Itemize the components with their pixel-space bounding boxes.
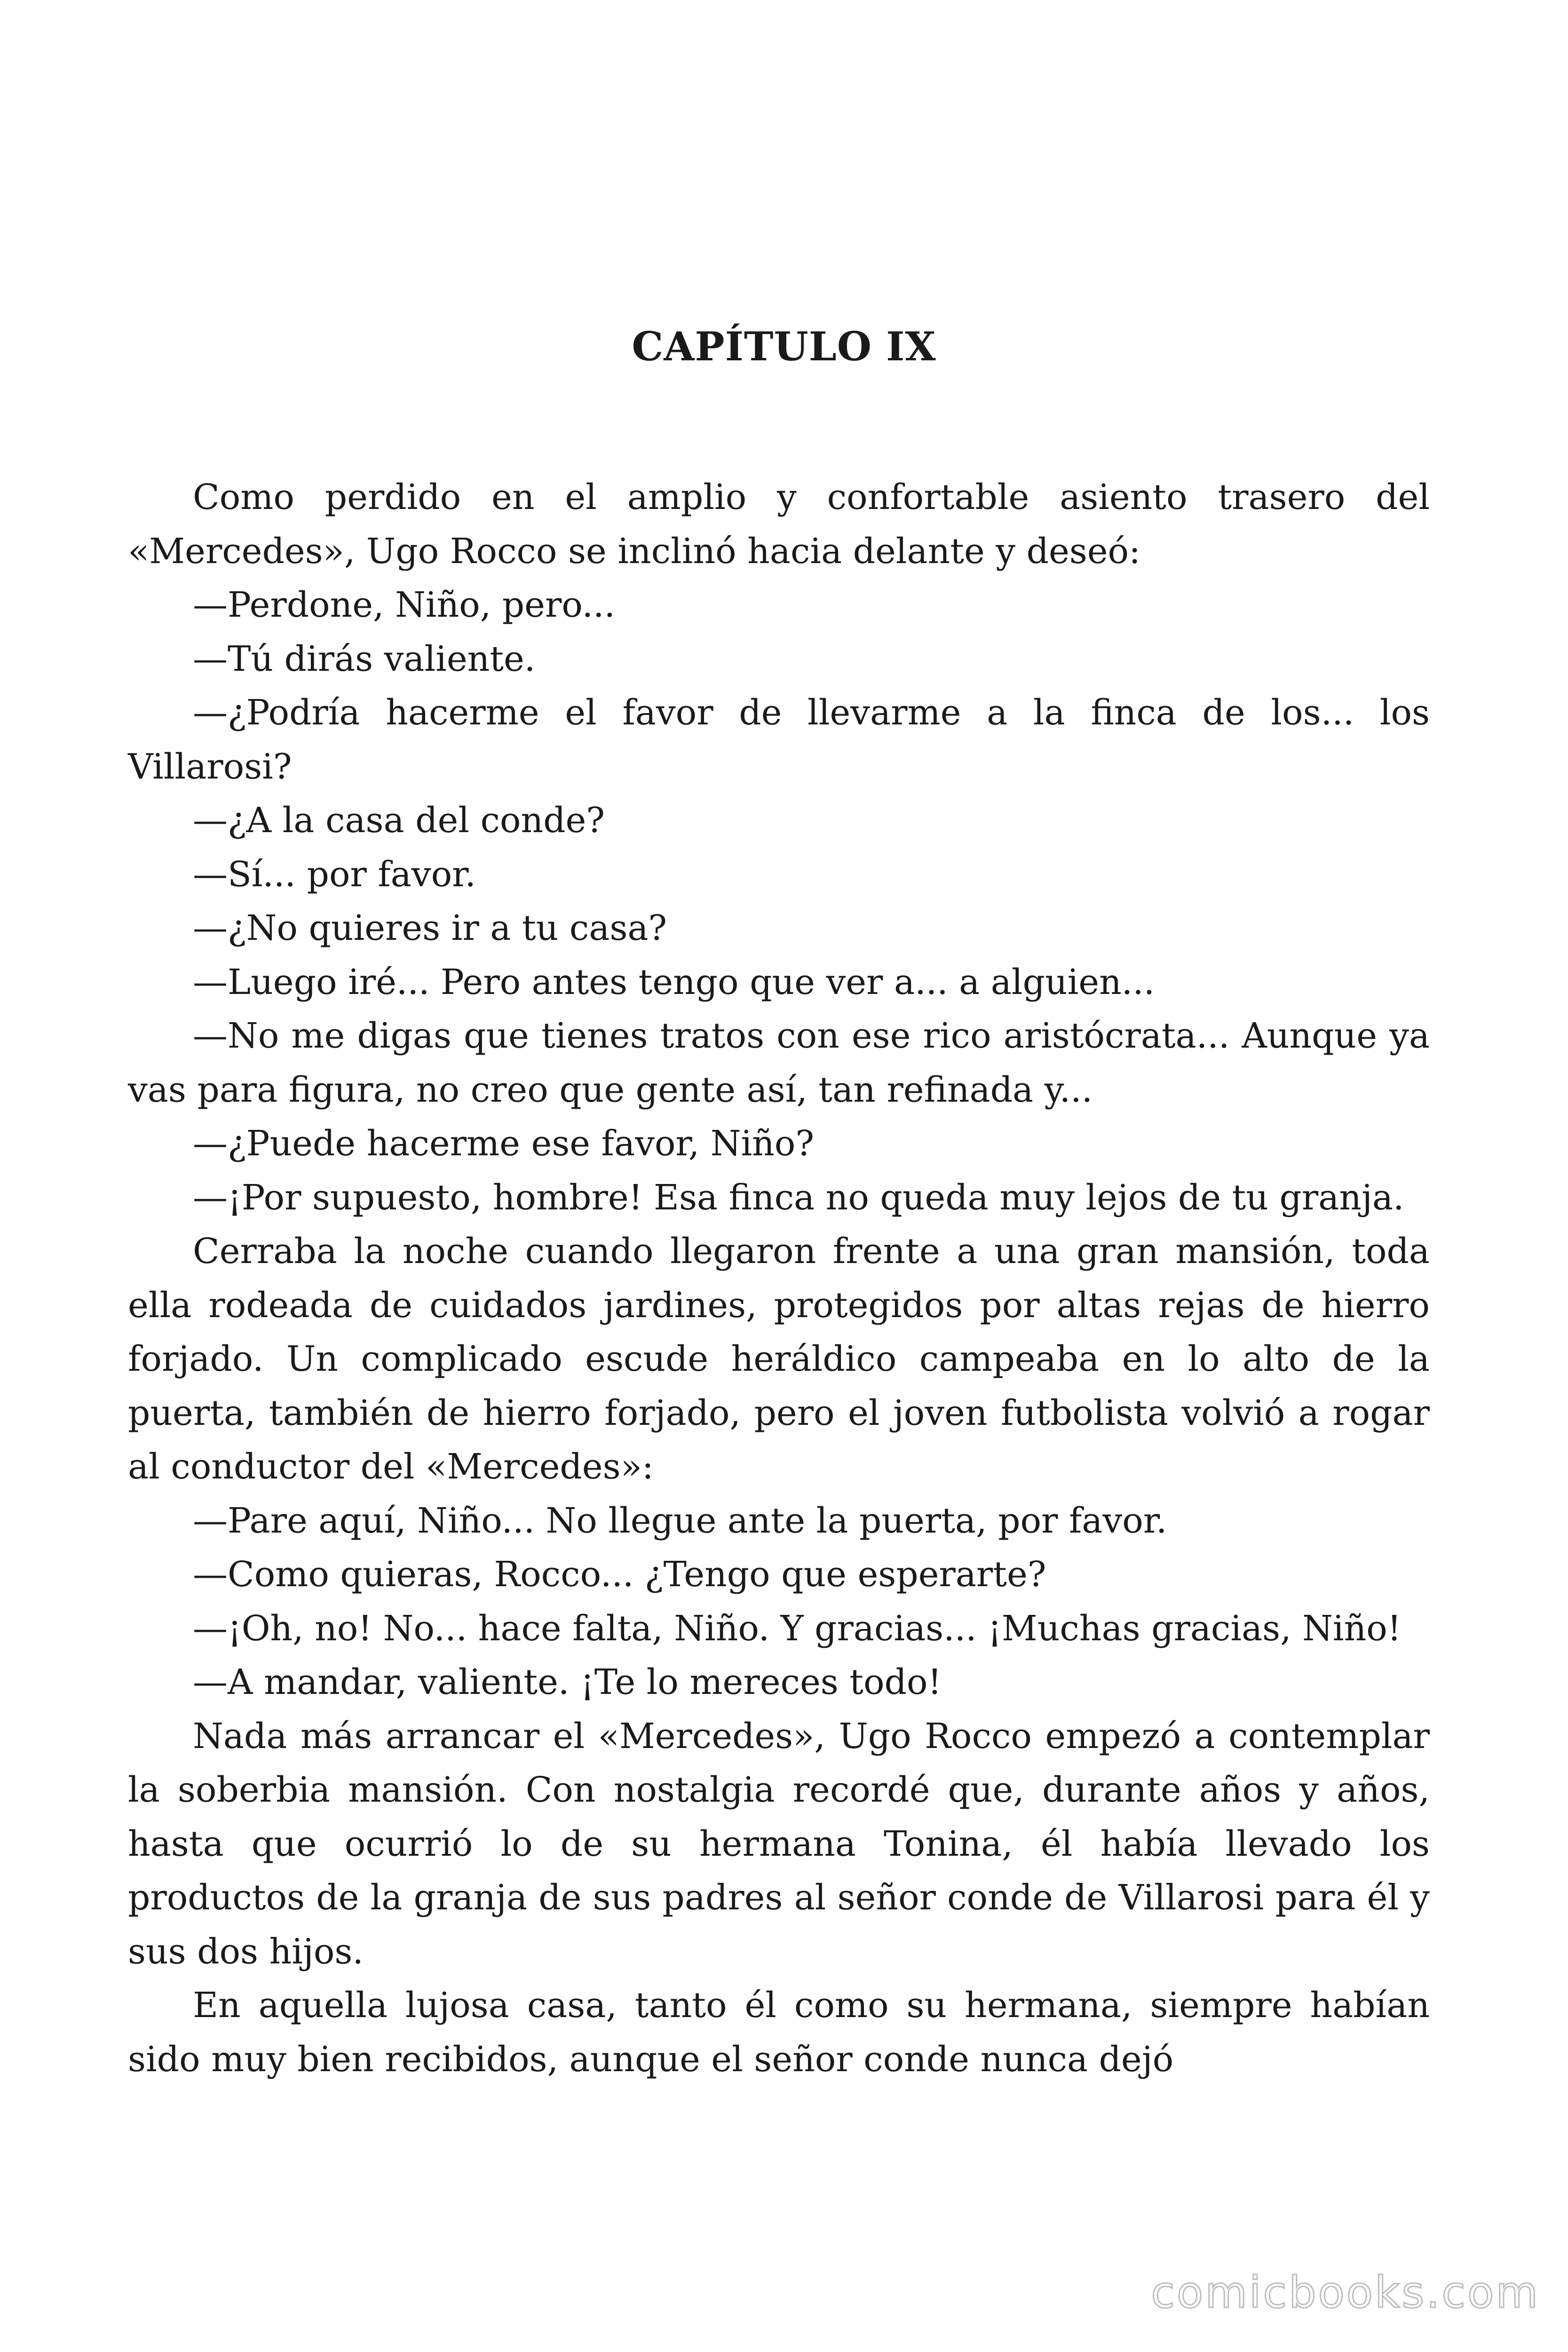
paragraph: Nada más arrancar el «Mercedes», Ugo Rocco empezó a contemplar la soberbia mansión. Con nostalgia recordé que, durante años y años, hasta que ocurrió lo de su hermana Tonina, él había llevado los productos de la granja de sus padres al señor conde de Villarosi para él y sus dos hijos.	[128, 1716, 1430, 1972]
paragraph: —¡Oh, no! No... hace falta, Niño. Y gracias... ¡Muchas gracias, Niño!	[193, 1608, 1402, 1649]
paragraph: Como perdido en el amplio y confortable asiento trasero del «Mercedes», Ugo Rocco se inclinó hacia delante y deseó:	[128, 477, 1430, 572]
watermark: comicbooks.com	[1151, 2267, 1540, 2318]
paragraph: —Perdone, Niño, pero...	[193, 585, 616, 625]
paragraph: —¡Por supuesto, hombre! Esa finca no queda muy lejos de tu granja.	[193, 1177, 1404, 1218]
paragraph: —A mandar, valiente. ¡Te lo mereces todo!	[193, 1662, 942, 1702]
paragraph: En aquella lujosa casa, tanto él como su hermana, siempre habían sido muy bien recibidos, aunque el señor conde nunca dejó	[128, 1985, 1430, 2080]
paragraph: —¿Podría hacerme el favor de llevarme a la finca de los... los Villarosi?	[128, 692, 1430, 787]
paragraph: —¿A la casa del conde?	[193, 800, 605, 841]
paragraph: —¿Puede hacerme ese favor, Niño?	[193, 1123, 815, 1164]
paragraph: —Sí... por favor.	[193, 854, 476, 895]
paragraph: —No me digas que tienes tratos con ese rico aristócrata... Aunque ya vas para figura, no creo que gente así, tan refinada y...	[128, 1016, 1430, 1110]
paragraph: —¿No quieres ir a tu casa?	[193, 908, 667, 948]
paragraph: —Como quieras, Rocco... ¿Tengo que esperarte?	[193, 1554, 1046, 1595]
chapter-title: CAPÍTULO IX	[632, 323, 936, 370]
chapter-body	[128, 470, 1430, 2086]
paragraph: —Luego iré... Pero antes tengo que ver a... a alguien...	[193, 961, 1155, 1002]
paragraph: —Tú dirás valiente.	[193, 638, 536, 679]
paragraph: Cerraba la noche cuando llegaron frente a una gran mansión, toda ella rodeada de cuidados jardines, protegidos por altas rejas de hierro forjado. Un complicado escude heráldico campeaba en lo alto de la puerta, también de hierro forjado, pero el joven futbolista volvió a rogar al conductor del «Mercedes»:	[128, 1231, 1430, 1487]
paragraph: —Pare aquí, Niño... No llegue ante la puerta, por favor.	[193, 1500, 1167, 1541]
